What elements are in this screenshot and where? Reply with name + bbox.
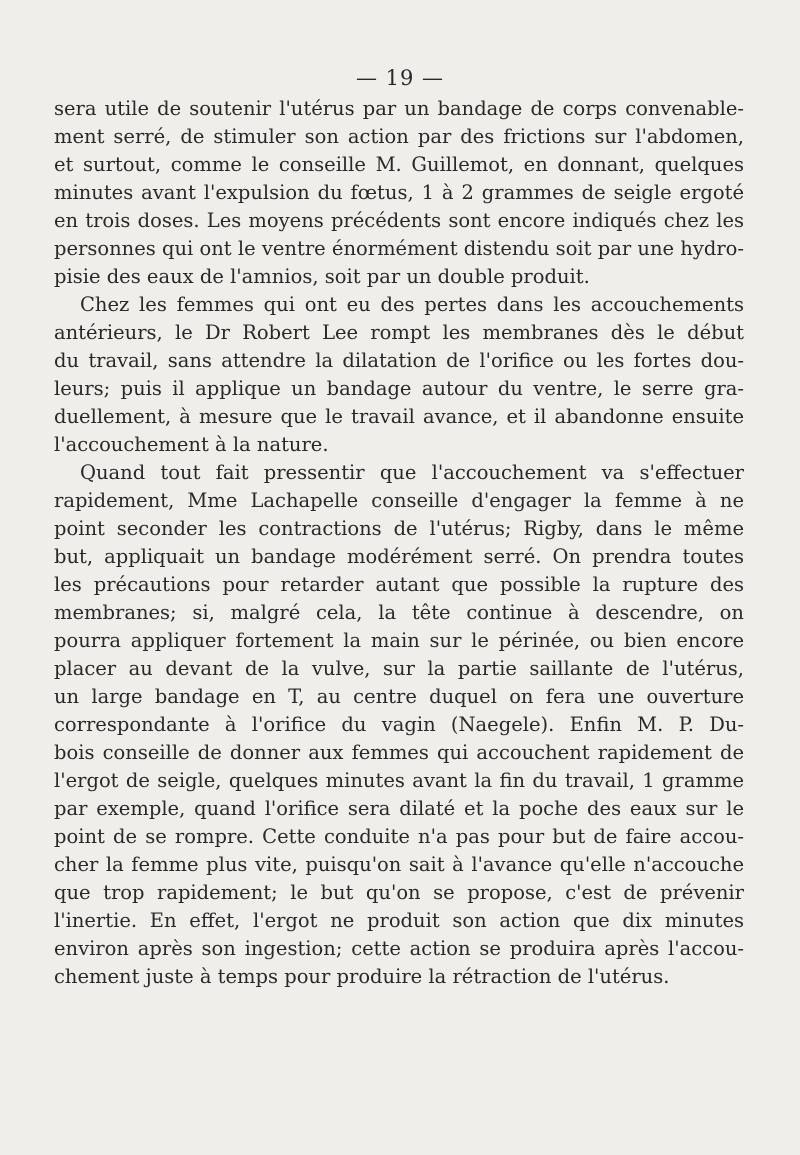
text-line: rapidement, Mme Lachapelle conseille d'engager la femme à ne — [54, 489, 744, 512]
text-line: que trop rapidement; le but qu'on se propose, c'est de prévenir — [54, 881, 744, 904]
text-line: but, appliquait un bandage modérément serré. On prendra toutes — [54, 545, 744, 568]
text-line: pisie des eaux de l'amnios, soit par un double produit. — [54, 265, 590, 288]
text-line: les précautions pour retarder autant que possible la rupture des — [54, 573, 744, 596]
text-line: pourra appliquer fortement la main sur le périnée, ou bien encore — [54, 629, 744, 652]
text-line: environ après son ingestion; cette action se produira après l'accou- — [54, 937, 744, 960]
text-line: placer au devant de la vulve, sur la partie saillante de l'utérus, — [54, 657, 744, 680]
text-line: antérieurs, le Dr Robert Lee rompt les membranes dès le début — [54, 321, 744, 344]
text-line: Chez les femmes qui ont eu des pertes dans les accouchements — [80, 293, 744, 316]
text-line: sera utile de soutenir l'utérus par un bandage de corps convenable- — [54, 97, 744, 120]
text-line: un large bandage en T, au centre duquel on fera une ouverture — [54, 685, 744, 708]
text-line: l'inertie. En effet, l'ergot ne produit son action que dix minutes — [54, 909, 744, 932]
text-line: duellement, à mesure que le travail avance, et il abandonne ensuite — [54, 405, 744, 428]
text-line: membranes; si, malgré cela, la tête continue à descendre, on — [54, 601, 744, 624]
text-line: minutes avant l'expulsion du fœtus, 1 à 2 grammes de seigle ergoté — [54, 181, 744, 204]
text-line: Quand tout fait pressentir que l'accouchement va s'effectuer — [80, 461, 744, 484]
text-line: ment serré, de stimuler son action par des frictions sur l'abdomen, — [54, 125, 744, 148]
text-line: par exemple, quand l'orifice sera dilaté et la poche des eaux sur le — [54, 797, 744, 820]
text-line: du travail, sans attendre la dilatation de l'orifice ou les fortes dou- — [54, 349, 744, 372]
text-line: personnes qui ont le ventre énormément distendu soit par une hydro- — [54, 237, 744, 260]
text-line: bois conseille de donner aux femmes qui accouchent rapidement de — [54, 741, 744, 764]
text-line: point seconder les contractions de l'utérus; Rigby, dans le même — [54, 517, 744, 540]
text-line: correspondante à l'orifice du vagin (Naegele). Enfin M. P. Du- — [54, 713, 744, 736]
text-line: point de se rompre. Cette conduite n'a pas pour but de faire accou- — [54, 825, 744, 848]
page-number: — 19 — — [355, 66, 445, 90]
text-line: l'ergot de seigle, quelques minutes avant la fin du travail, 1 gramme — [54, 769, 744, 792]
body-text — [54, 95, 744, 991]
text-line: chement juste à temps pour produire la rétraction de l'utérus. — [54, 965, 670, 988]
text-line: et surtout, comme le conseille M. Guillemot, en donnant, quelques — [54, 153, 744, 176]
text-line: leurs; puis il applique un bandage autour du ventre, le serre gra- — [54, 377, 744, 400]
text-line: l'accouchement à la nature. — [54, 433, 329, 456]
text-line: cher la femme plus vite, puisqu'on sait à l'avance qu'elle n'accouche — [54, 853, 744, 876]
text-line: en trois doses. Les moyens précédents sont encore indiqués chez les — [54, 209, 744, 232]
